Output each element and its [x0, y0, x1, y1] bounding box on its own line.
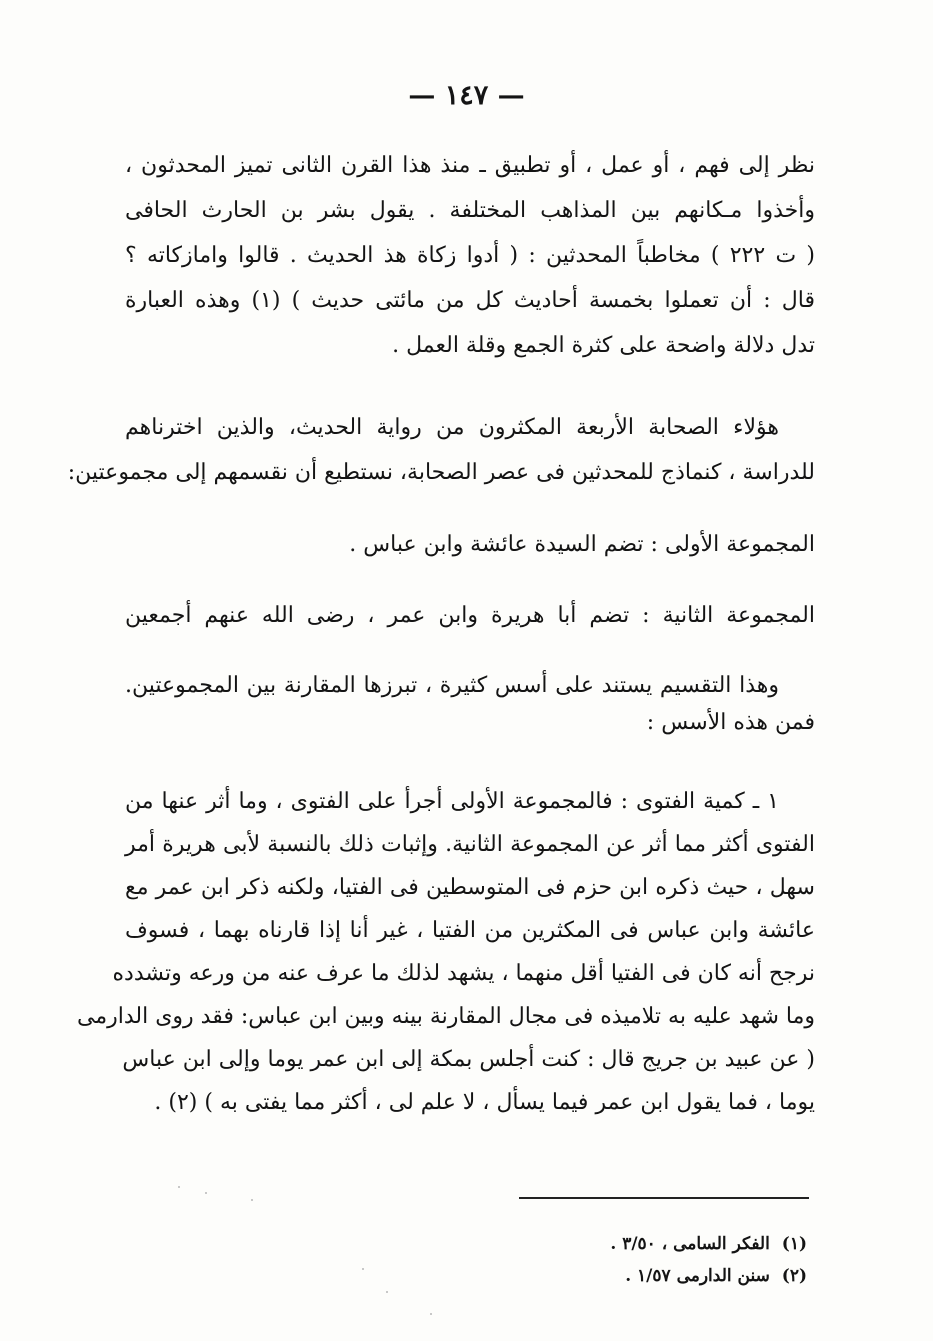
footnotes [407, 1228, 807, 1292]
text-line: نرجح أنه كان فى الفتيا أقل منهما ، يشهد لذلك ما عرف عنه من ورعه وتشدده [112, 961, 815, 986]
text-line: وهذا التقسيم يستند على أسس كثيرة ، تبرزها المقارنة بين المجموعتين. [125, 673, 779, 698]
scan-speck [386, 1291, 388, 1293]
footnote-1 [407, 1228, 807, 1260]
scan-speck [430, 1313, 432, 1315]
text-line: قال : أن تعملوا بخمسة أحاديث كل من مائتى حديث ) (١) وهذه العبارة [125, 288, 815, 313]
text-line: وأخذوا مـكانهم بين المذاهب المختلفة . يقول بشر بن الحارث الحافى [125, 198, 815, 223]
text-line: ( عن عبيد بن جريج قال : كنت أجلس بمكة إلى ابن عمر يوما وإلى ابن عباس [122, 1047, 815, 1072]
page-number: — ١٤٧ — [408, 80, 525, 111]
text-line: الفتوى أكثر مما أثر عن المجموعة الثانية. وإثبات ذلك بالنسبة لأبى هريرة أمر [125, 832, 815, 857]
text-line: للدراسة ، كنماذج للمحدثين فى عصر الصحابة، نستطيع أن نقسمهم إلى مجموعتين: [67, 460, 815, 485]
text-line: المجموعة الثانية : تضم أبا هريرة وابن عمر ، رضى الله عنهم أجمعين [125, 603, 815, 628]
text-line: ١ ـ كمية الفتوى : فالمجموعة الأولى أجرأ على الفتوى ، وما أثر عنها من [125, 789, 779, 814]
group-2 [125, 593, 815, 638]
scan-speck [205, 1192, 207, 1194]
scan-speck [251, 1199, 253, 1201]
text-line: هؤلاء الصحابة الأربعة المكثرون من رواية الحديث، والذين اخترناهم [125, 415, 779, 440]
text-line: المجموعة الأولى : تضم السيدة عائشة وابن عباس . [349, 532, 815, 557]
text-line: تدل دلالة واضحة على كثرة الجمع وقلة العمل . [392, 333, 815, 358]
text-line: نظر إلى فهم ، أو عمل ، أو تطبيق ـ منذ هذا القرن الثانى تميز المحدثون ، [125, 153, 815, 178]
footnote-text: الفكر السامى ، ٣/٥٠ . [610, 1234, 770, 1254]
scan-speck [362, 1268, 364, 1270]
text-line: فمن هذه الأسس : [646, 710, 815, 735]
paragraph-3 [125, 669, 815, 743]
footnote-divider [519, 1197, 809, 1199]
footnote-number: (١) [781, 1234, 807, 1254]
paragraph-2 [67, 405, 815, 495]
group-1 [125, 522, 815, 567]
text-line: سهل ، حيث ذكره ابن حزم فى المتوسطين فى الفتيا، ولكنه ذكر ابن عمر مع [125, 875, 815, 900]
text-line: وما شهد عليه به تلاميذه فى مجال المقارنة بينه وبين ابن عباس: فقد روى الدارمى [76, 1004, 815, 1029]
text-line: عائشة وابن عباس فى المكثرين من الفتيا ، غير أنا إذا قارناه بهما ، فسوف [125, 918, 815, 943]
paragraph-1 [125, 143, 815, 368]
text-line: يوما ، فما يقول ابن عمر فيما يسأل ، لا علم لى ، أكثر مما يفتى به ) (٢) . [154, 1090, 815, 1115]
footnote-number: (٢) [781, 1266, 807, 1286]
scan-speck [178, 1186, 180, 1188]
footnote-2 [407, 1260, 807, 1292]
text-line: ( ت ٢٢٢ ) مخاطباً المحدثين : ( أدوا زكاة هذ الحديث . قالوا وامازكاته ؟ [125, 243, 816, 268]
footnote-text: سنن الدارمى ١/٥٧ . [625, 1266, 770, 1286]
paragraph-4 [76, 780, 815, 1124]
